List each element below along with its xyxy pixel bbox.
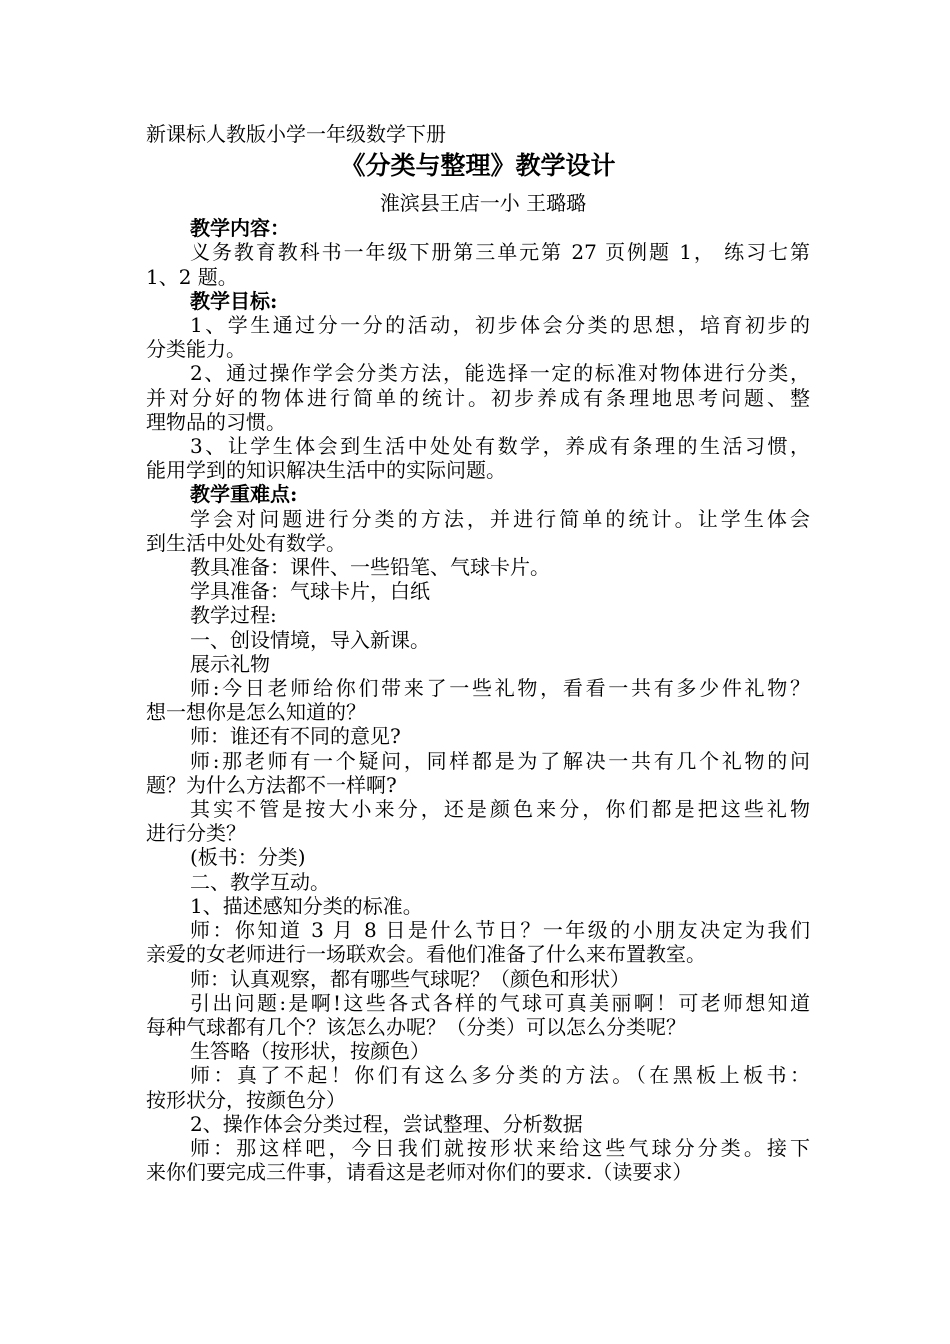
body-text-line: 师:那老师有一个疑问，同样都是为了解决一共有几个礼物的问 [190,748,810,773]
body-text-line: 每种气球都有几个？该怎么办呢？（分类）可以怎么分类呢？ [146,1014,686,1039]
body-text-line: 想一想你是怎么知道的？ [146,700,366,725]
body-text-line: 教具准备：课件、一些铅笔、气球卡片。 [190,555,550,580]
body-text-line: 1、描述感知分类的标准。 [190,893,423,918]
section-heading: 教学内容： [190,216,290,241]
body-text-line: 并对分好的物体进行简单的统计。初步养成有条理地思考问题、整 [146,385,810,410]
textbook-series-line: 新课标人教版小学一年级数学下册 [146,122,446,146]
body-text-line: 其实不管是按大小来分，还是颜色来分，你们都是把这些礼物 [190,797,810,822]
body-text-line: 1、学生通过分一分的活动，初步体会分类的思想，培育初步的 [190,313,810,338]
body-text-line: 按形状分，按颜色分） [146,1087,346,1112]
body-text-line: 能用学到的知识解决生活中的实际问题。 [146,458,506,483]
body-text-line: 学具准备：气球卡片，白纸 [190,579,430,604]
body-text-line: 亲爱的女老师进行一场联欢会。看他们准备了什么来布置教室。 [146,942,706,967]
body-text-line: 题？为什么方法都不一样啊? [146,772,397,797]
document-page [146,122,810,1184]
body-text-line: 二、教学互动。 [190,869,330,894]
body-text-line: 生答略（按形状，按颜色） [190,1039,430,1064]
body-text-line: 师：那这样吧，今日我们就按形状来给这些气球分分类。接下 [190,1135,810,1160]
document-body [146,216,810,1184]
section-heading: 教学目标: [190,288,278,313]
body-text-line: 理物品的习惯。 [146,409,286,434]
body-text-line: 到生活中处处有数学。 [146,530,346,555]
body-text-line: 教学过程: [190,603,277,628]
body-text-line: 3、让学生体会到生活中处处有数学，养成有条理的生活习惯， [190,434,810,459]
body-text-line: 来你们要完成三件事，请看这是老师对你们的要求.（读要求） [146,1160,693,1185]
body-text-line: 进行分类？ [146,821,246,846]
body-text-line: 2、通过操作学会分类方法，能选择一定的标准对物体进行分类， [190,361,810,386]
section-heading: 教学重难点: [190,482,298,507]
body-text-line: 师：谁还有不同的意见? [190,724,401,749]
body-text-line: 师:今日老师给你们带来了一些礼物，看看一共有多少件礼物？ [190,676,810,701]
body-text-line: 展示礼物 [190,651,270,676]
body-text-line: 一、创设情境，导入新课。 [190,627,430,652]
author-line: 淮滨县王店一小 王璐璐 [379,191,587,216]
body-text-line: 2、操作体会分类过程，尝试整理、分析数据 [190,1111,583,1136]
body-text-line: 学会对问题进行分类的方法，并进行简单的统计。让学生体会 [190,506,810,531]
body-text-line: 师：你知道 3 月 8 日是什么节日？一年级的小朋友决定为我们 [190,918,810,943]
body-text-line: (板书：分类) [190,845,306,870]
body-text-line: 1、2 题。 [146,264,238,289]
body-text-line: 师：认真观察，都有哪些气球呢？（颜色和形状） [190,966,630,991]
body-text-line: 义务教育教科书一年级下册第三单元第 27 页例题 1， 练习七第 [190,240,810,265]
body-text-line: 引出问题:是啊!这些各式各样的气球可真美丽啊！可老师想知道 [190,990,810,1015]
body-text-line: 分类能力。 [146,337,246,362]
document-title: 《分类与整理》教学设计 [340,151,616,181]
body-text-line: 师：真了不起！你们有这么多分类的方法。（在黑板上板书： [190,1063,810,1088]
